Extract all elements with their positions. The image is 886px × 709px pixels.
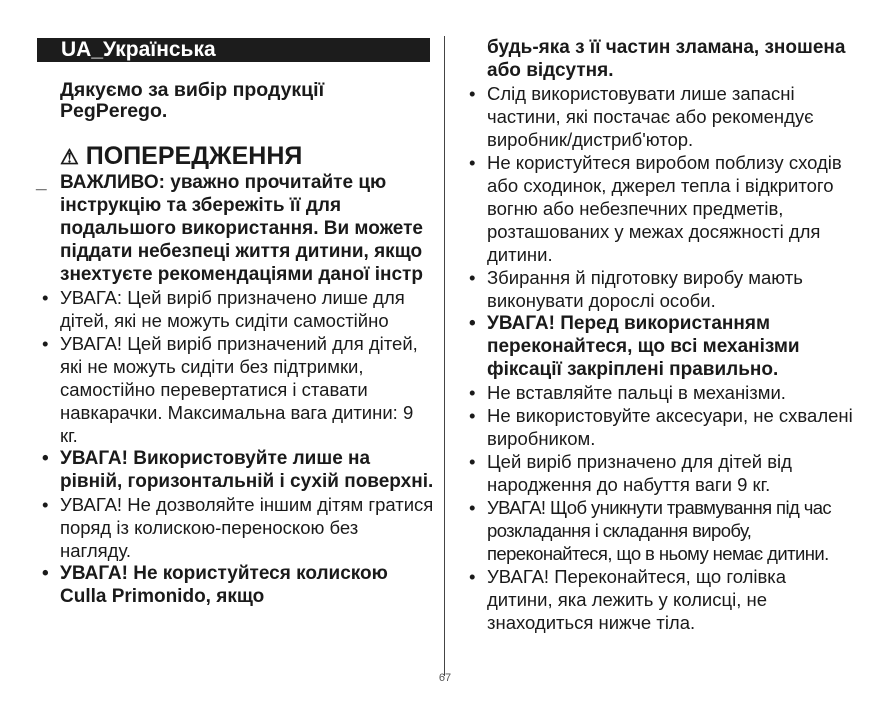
list-item-text: Слід використовувати лише запасні частини, які постачає або рекомендує виробник/дистриб'ютор.	[487, 83, 814, 150]
left-column	[36, 80, 434, 608]
bullet-marker: •	[469, 451, 476, 472]
continued-text	[463, 36, 855, 82]
right-column	[463, 36, 855, 634]
list-item	[463, 151, 855, 266]
list-item	[36, 562, 434, 608]
language-label: UA_Українська	[61, 38, 216, 61]
list-item-text: УВАГА! Не дозволяйте іншим дітям гратися поряд із колискою-переноскою без нагляду.	[60, 494, 434, 561]
list-item	[463, 82, 855, 151]
bullet-marker: •	[42, 448, 49, 469]
dash-marker: _	[36, 172, 47, 193]
list-item	[463, 404, 855, 450]
bullet-marker: •	[42, 333, 49, 354]
list-item-text: УВАГА! Переконайтеся, що голівка дитини, яка лежить у колисці, не знаходиться нижче тіла.	[487, 566, 787, 633]
warning-heading-text: ПОПЕРЕДЖЕННЯ	[85, 142, 303, 170]
list-item	[36, 332, 434, 447]
bullet-marker: •	[42, 494, 49, 515]
thanks-text: Дякуємо за вибір продукції PegPerego.	[60, 79, 325, 122]
language-header-bar	[37, 38, 430, 62]
bullet-marker: •	[469, 152, 476, 173]
bullet-marker: •	[42, 563, 49, 584]
warning-triangle-icon: ⚠	[60, 146, 79, 169]
continued-text-content: будь-яка з її частин зламана, зношена або відсутня.	[487, 37, 846, 81]
important-text: ВАЖЛИВО: уважно прочитайте цю інструкцію та збережіть її для подальшого використання. Ви можете піддати небезпеці життя дитини, якщо знехтуєте рекомендаціями даної інстр	[60, 172, 423, 285]
list-item-text: УВАГА! Не користуйтеся колискою Culla Primonido, якщо	[60, 563, 388, 607]
list-item-text: Цей виріб призначено для дітей від народження до набуття ваги 9 кг.	[487, 451, 792, 495]
list-item	[36, 286, 434, 332]
list-item	[463, 312, 855, 381]
list-item-text: УВАГА! Використовуйте лише на рівній, горизонтальній і сухій поверхні.	[60, 448, 434, 492]
list-item	[463, 450, 855, 496]
bullet-marker: •	[469, 566, 476, 587]
bullet-marker: •	[42, 287, 49, 308]
bullet-marker: •	[469, 313, 476, 334]
list-item-text: Не використовуйте аксесуари, не схвалені виробником.	[487, 405, 853, 449]
important-note	[36, 171, 434, 286]
warning-heading	[60, 143, 434, 171]
list-item	[36, 447, 434, 493]
list-item	[36, 493, 434, 562]
list-item	[463, 266, 855, 312]
list-item-text: УВАГА! Цей виріб призначений для дітей, які не можуть сидіти без підтримки, самостійно перевертатися і ставати навкарачки. Максимальна вага дитини: 9 кг.	[60, 333, 418, 446]
list-item	[463, 496, 855, 565]
list-item	[463, 565, 855, 634]
page-number: 67	[438, 672, 452, 684]
list-item-text: Не користуйтеся виробом поблизу сходів або сходинок, джерел тепла і відкритого вогню або небезпечних предметів, розташованих у межах досяжності для дитини.	[487, 152, 842, 265]
list-item-text: УВАГА! Перед використанням переконайтеся, що всі механізми фіксації закріплені правильно.	[487, 313, 800, 380]
bullet-marker: •	[469, 267, 476, 288]
bullet-marker: •	[469, 405, 476, 426]
list-item-text: УВАГА: Цей виріб призначено лише для дітей, які не можуть сидіти самостійно	[60, 287, 405, 331]
bullet-marker: •	[469, 83, 476, 104]
list-item-text: УВАГА! Щоб уникнути травмування під час розкладання і складання виробу, переконайтеся, що в ньому немає дитини.	[487, 497, 832, 564]
bullet-marker: •	[469, 382, 476, 403]
bullet-marker: •	[469, 497, 475, 518]
list-item	[463, 381, 855, 404]
list-item-text: Не вставляйте пальці в механізми.	[487, 382, 786, 403]
list-item-text: Збирання й підготовку виробу мають виконувати дорослі особи.	[487, 267, 803, 311]
column-divider	[444, 36, 445, 676]
